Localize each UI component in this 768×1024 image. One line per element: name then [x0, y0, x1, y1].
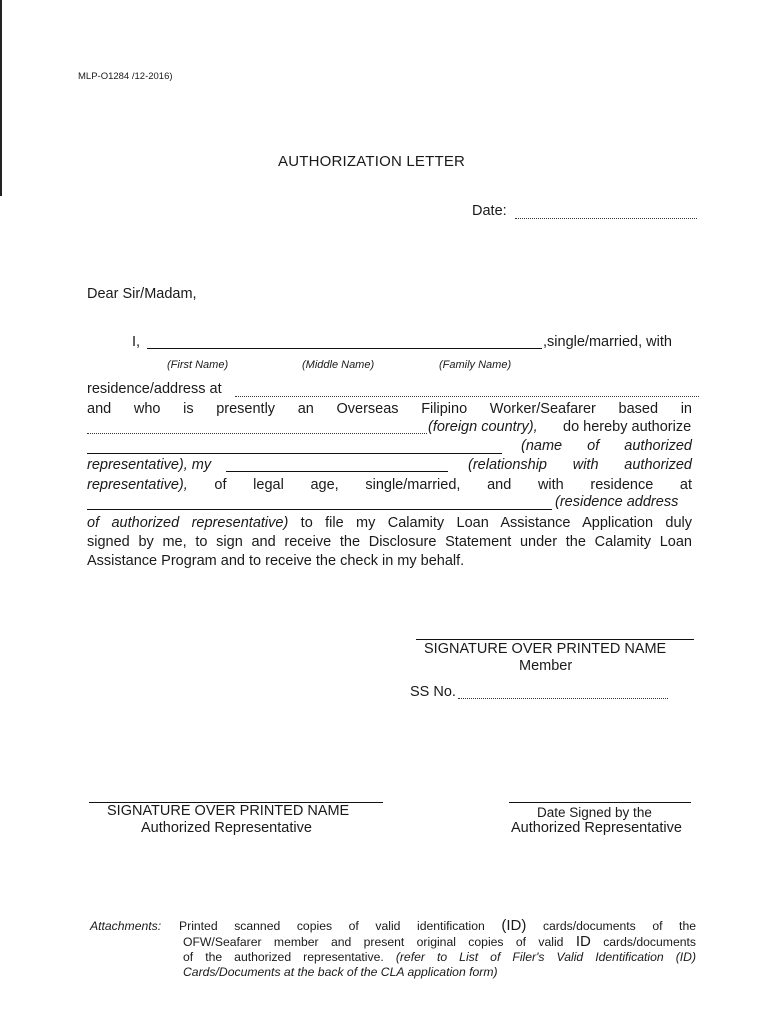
form-code: MLP-O1284 /12-2016): [78, 71, 173, 82]
rep-signature-sub: Authorized Representative: [141, 820, 312, 836]
member-label: Member: [519, 658, 573, 674]
page-edge-mark: [0, 0, 2, 196]
caption-middle-name: (Middle Name): [302, 359, 375, 371]
attachments-line-2: [183, 934, 696, 950]
member-signature-line[interactable]: [416, 639, 694, 640]
date-field[interactable]: [515, 218, 697, 219]
att-l3b: (refer to List of Filer's Valid Identification (ID): [395, 950, 697, 964]
att-l1b: (ID): [501, 917, 527, 934]
attachments-line-4: Cards/Documents at the back of the CLA application form): [183, 965, 498, 979]
legal-age-text: of legal age, single/married, and with residence at: [214, 477, 693, 493]
rep-signature-label: SIGNATURE OVER PRINTED NAME: [107, 803, 350, 819]
date-signed-line[interactable]: [509, 802, 691, 803]
residence-label: residence/address at: [87, 381, 222, 397]
date-signed-label: Date Signed by the: [537, 805, 652, 820]
salutation: Dear Sir/Madam,: [87, 286, 197, 302]
line1-suffix: ,single/married, with: [543, 334, 672, 350]
attachments-line-1: [179, 918, 696, 934]
date-signed-sub: Authorized Representative: [511, 820, 682, 836]
body-line-8: signed by me, to sign and receive the Disclosure Statement under the Calamity Loan: [87, 534, 692, 550]
att-l3a: of the authorized representative.: [183, 950, 384, 964]
residence-address-label: (residence address: [555, 494, 679, 510]
line1-prefix: I,: [132, 334, 141, 350]
relationship-label: (relationship with authorized: [468, 457, 692, 473]
body-line-5: [87, 476, 692, 495]
caption-first-name: (First Name): [167, 359, 229, 371]
att-l2c: cards/documents: [603, 935, 696, 949]
caption-family-name: (Family Name): [439, 359, 512, 371]
date-label: Date:: [472, 203, 507, 219]
att-l2b: ID: [575, 933, 591, 950]
file-text: to file my Calamity Loan Assistance Application duly: [300, 515, 692, 531]
attachments-line-3: [183, 950, 696, 965]
of-rep-italic: of authorized representative): [87, 515, 289, 531]
page-title: AUTHORIZATION LETTER: [278, 153, 466, 170]
foreign-country-label: (foreign country),: [428, 419, 538, 435]
name-of-rep-label: (name of authorized: [521, 438, 692, 454]
rep-residence-field[interactable]: [87, 509, 552, 510]
att-l2a: OFW/Seafarer member and present original copies of valid: [183, 935, 564, 949]
rep-my-label-italic: [87, 457, 211, 474]
body-line-9: Assistance Program and to receive the check in my behalf.: [87, 553, 465, 569]
foreign-country-field[interactable]: [87, 433, 427, 434]
authorize-text: do hereby authorize: [563, 419, 692, 435]
ss-number-field[interactable]: [458, 698, 668, 699]
rep-my-text: representative), my: [87, 457, 212, 473]
member-name-field[interactable]: [147, 348, 542, 349]
att-l1c: cards/documents of the: [542, 919, 696, 933]
relationship-field[interactable]: [226, 471, 448, 472]
ss-label: SS No.: [410, 684, 456, 700]
body-line-7: [87, 514, 692, 533]
body-line-1: and who is presently an Overseas Filipino Worker/Seafarer based in: [87, 401, 692, 417]
rep-name-field[interactable]: [87, 453, 502, 454]
rep-italic: representative),: [87, 477, 188, 493]
att-l1a: Printed scanned copies of valid identification: [179, 919, 485, 933]
residence-field[interactable]: [235, 396, 699, 397]
attachments-label: Attachments:: [90, 919, 162, 933]
member-signature-label: SIGNATURE OVER PRINTED NAME: [424, 641, 667, 657]
